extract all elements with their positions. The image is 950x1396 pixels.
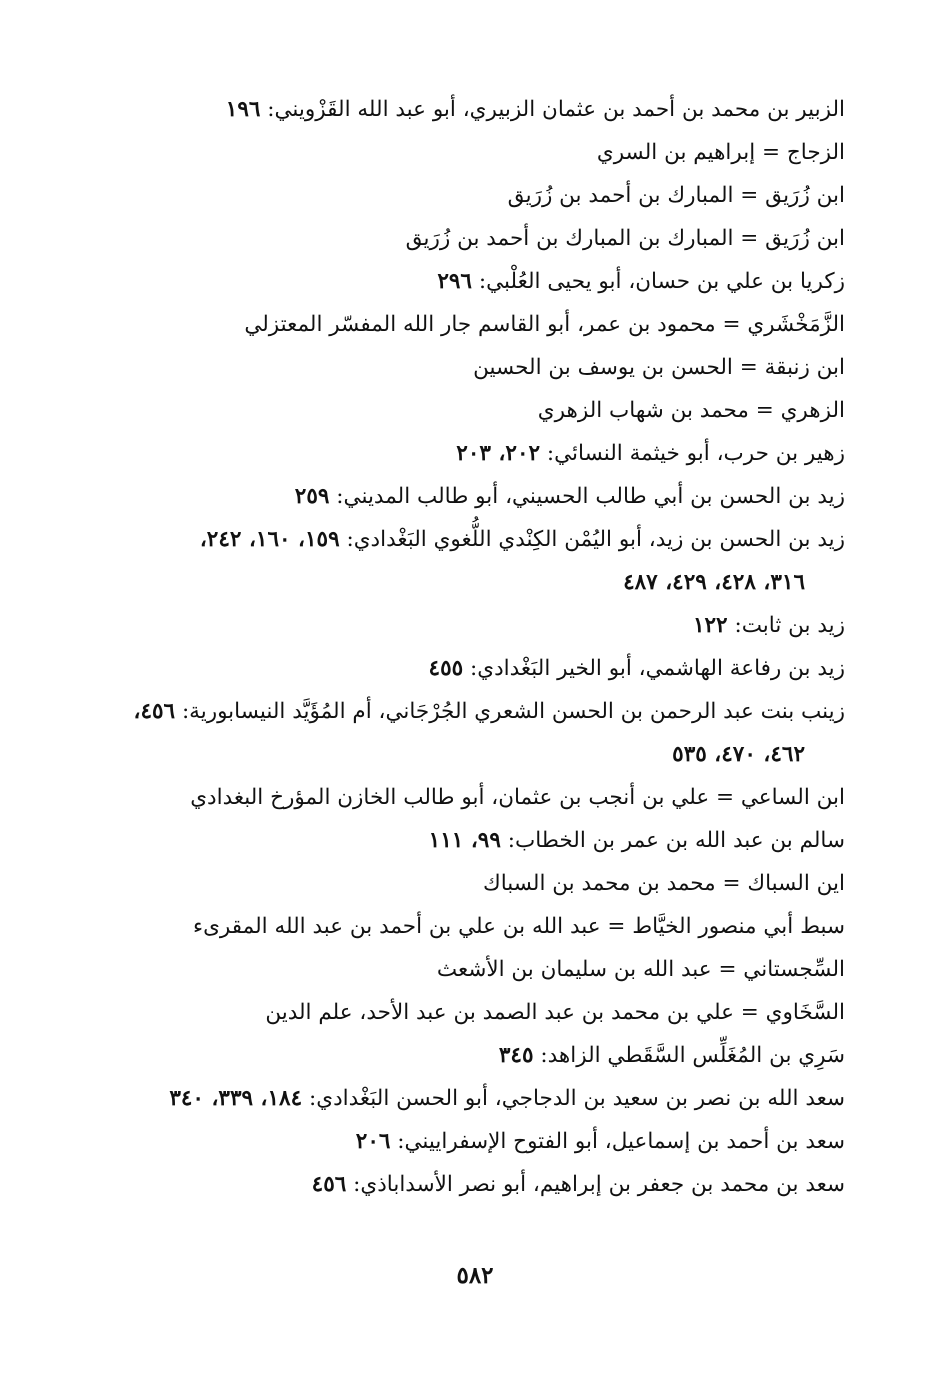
entry-name: سالم بن عبد الله بن عمر بن الخطاب:	[507, 828, 845, 853]
entry-name: سبط أبي منصور الخيَّاط = عبد الله بن علي بن أحمد بن عبد الله المقرىء	[192, 914, 845, 939]
entry-name: زكريا بن علي بن حسان، أبو يحيى العُلْبي:	[478, 269, 845, 294]
entry-name: زيد بن الحسن بن زيد، أبو اليُمْن الكِنْدي اللُّغوي البَغْدادي:	[346, 527, 845, 552]
entry-name: الزجاج = إبراهيم بن السري	[596, 140, 845, 165]
entry-page-refs: ٢٩٦	[437, 269, 472, 294]
index-entry	[100, 217, 845, 260]
entry-name: زيد بن ثابت:	[734, 613, 845, 638]
entry-page-refs-continued: ٤٦٢، ٤٧٠، ٥٣٥	[672, 742, 805, 767]
index-entry	[100, 1034, 845, 1077]
entry-name: ابن زُرَيق = المبارك بن أحمد بن زُرَيق	[507, 183, 845, 208]
entry-name: زينب بنت عبد الرحمن بن الحسن الشعري الجُرْجَاني، أم المُؤَيَّد النيسابورية:	[181, 699, 845, 724]
index-entry	[100, 991, 845, 1034]
entry-name: سعد بن محمد بن جعفر بن إبراهيم، أبو نصر الأسداباذي:	[353, 1172, 845, 1197]
entry-page-refs: ١٢٢	[692, 613, 728, 638]
entry-page-refs: ٢٠٦	[355, 1129, 391, 1154]
index-entry	[100, 389, 845, 432]
entry-name: السِّجستاني = عبد الله بن سليمان بن الأشعث	[436, 957, 845, 982]
entry-name: سعد بن أحمد بن إسماعيل، أبو الفتوح الإسفراييني:	[397, 1129, 845, 1154]
entry-name: ابن زنبقة = الحسن بن يوسف بن الحسين	[473, 355, 845, 380]
index-entry	[100, 905, 845, 948]
entry-name: الزبير بن محمد بن أحمد بن عثمان الزبيري، أبو عبد الله القَزْويني:	[267, 97, 845, 122]
index-entry	[100, 1120, 845, 1163]
entry-page-refs: ٤٥٦	[311, 1172, 347, 1197]
entry-name: السَّخَاوي = علي بن محمد بن عبد الصمد بن عبد الأحد، علم الدين	[265, 1000, 845, 1025]
entry-page-refs: ١٨٤، ٣٣٩، ٣٤٠	[169, 1086, 303, 1111]
index-entry	[100, 303, 845, 346]
entry-page-refs: ٣٤٥	[498, 1043, 534, 1068]
entry-page-refs: ١٩٦	[225, 97, 261, 122]
index-entry	[100, 1077, 845, 1120]
entry-page-refs: ٢٠٢، ٢٠٣	[456, 441, 541, 466]
entry-page-refs: ٩٩، ١١١	[428, 828, 501, 853]
index-entry	[100, 88, 845, 131]
entry-name: زهير بن حرب، أبو خيثمة النسائي:	[546, 441, 845, 466]
index-entry	[100, 475, 845, 518]
index-entries-list	[100, 88, 845, 1206]
entry-page-refs: ٢٥٩	[294, 484, 330, 509]
index-entry	[100, 346, 845, 389]
index-entry	[100, 518, 845, 604]
entry-name: زيد بن رفاعة الهاشمي، أبو الخير البَغْدادي:	[470, 656, 845, 681]
entry-name: اين السباك = محمد بن محمد بن السباك	[482, 871, 845, 896]
index-entry	[100, 131, 845, 174]
index-entry	[100, 948, 845, 991]
entry-name: سَرِي بن المُغَلِّس السَّقَطي الزاهد:	[540, 1043, 845, 1068]
entry-page-refs: ٤٥٦،	[133, 699, 176, 724]
index-entry	[100, 690, 845, 776]
index-entry	[100, 260, 845, 303]
index-entry	[100, 647, 845, 690]
index-entry	[100, 862, 845, 905]
entry-page-refs-continued: ٣١٦، ٤٢٨، ٤٢٩، ٤٨٧	[623, 570, 805, 595]
page-number: ٥٨٢	[456, 1262, 494, 1289]
entry-page-refs: ٤٥٥	[428, 656, 464, 681]
entry-name: زيد بن الحسن بن أبي طالب الحسيني، أبو طالب المديني:	[336, 484, 845, 509]
entry-name: ابن زُرَيق = المبارك بن المبارك بن أحمد بن زُرَيق	[405, 226, 845, 251]
index-entry	[100, 432, 845, 475]
index-entry	[100, 1163, 845, 1206]
entry-name: ابن الساعي = علي بن أنجب بن عثمان، أبو طالب الخازن المؤرخ البغدادي	[190, 785, 845, 810]
entry-name: الزهري = محمد بن شهاب الزهري	[537, 398, 845, 423]
entry-name: سعد الله بن نصر بن سعيد بن الدجاجي، أبو الحسن البَغْدادي:	[309, 1086, 845, 1111]
index-entry	[100, 604, 845, 647]
index-entry	[100, 819, 845, 862]
index-entry	[100, 174, 845, 217]
entry-name: الزَّمَخْشَري = محمود بن عمر، أبو القاسم جار الله المفسّر المعتزلي	[244, 312, 845, 337]
entry-page-refs: ١٥٩، ١٦٠، ٢٤٢،	[199, 527, 340, 552]
index-entry	[100, 776, 845, 819]
